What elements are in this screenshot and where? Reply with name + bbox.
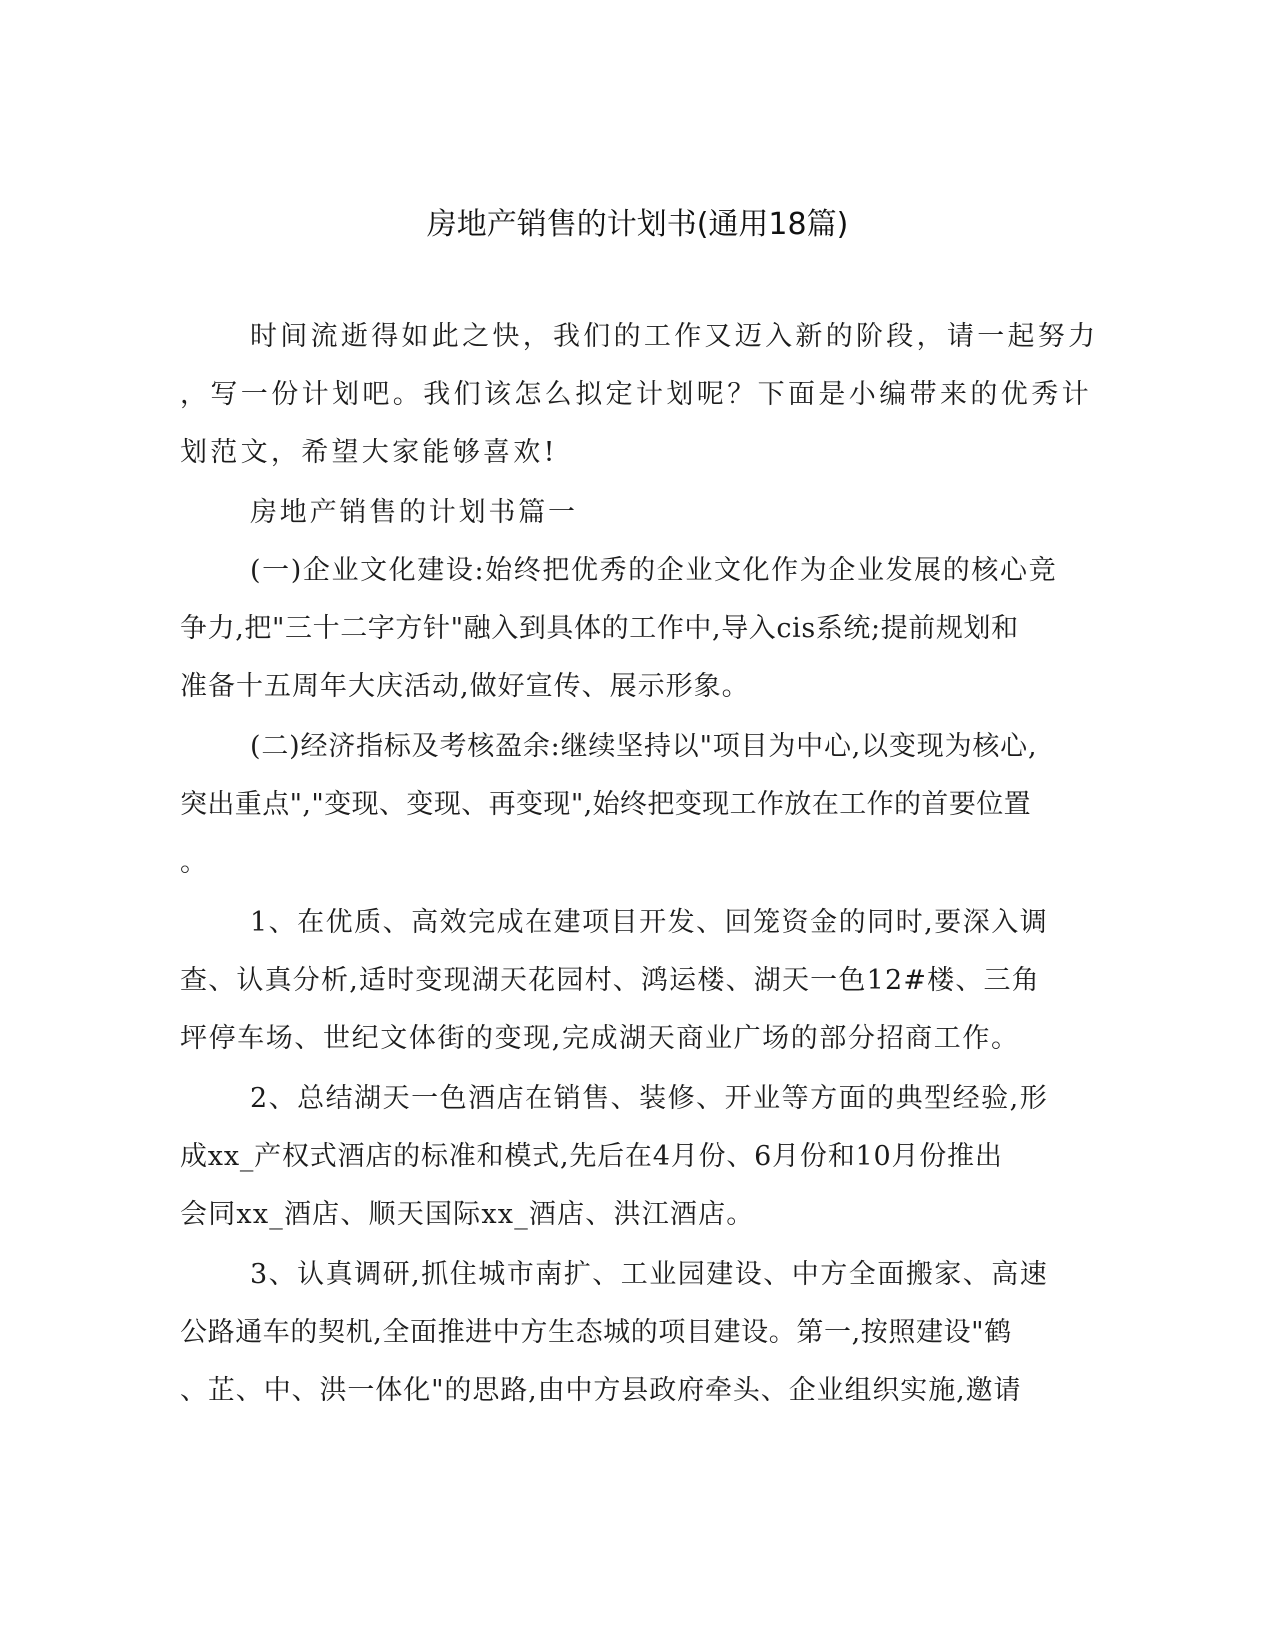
paragraph-line: 3、认真调研,抓住城市南扩、工业园建设、中方全面搬家、高速	[250, 1259, 1049, 1290]
paragraph-line: 1、在优质、高效完成在建项目开发、回笼资金的同时,要深入调	[250, 907, 1049, 938]
paragraph-line: 公路通车的契机,全面推进中方生态城的项目建设。第一,按照建设"鹤	[180, 1317, 1012, 1348]
paragraph-line: 争力,把"三十二字方针"融入到具体的工作中,导入cis系统;提前规划和	[180, 613, 1019, 644]
paragraph-line: 成xx_产权式酒店的标准和模式,先后在4月份、6月份和10月份推出	[180, 1141, 1003, 1172]
paragraph-line: 。	[180, 847, 207, 878]
paragraph-line: 准备十五周年大庆活动,做好宣传、展示形象。	[180, 671, 750, 702]
document-title: 房地产销售的计划书(通用18篇)	[426, 207, 849, 242]
section-heading: 房地产销售的计划书篇一	[250, 497, 578, 528]
paragraph-line: 坪停车场、世纪文体街的变现,完成湖天商业广场的部分招商工作。	[180, 1023, 1020, 1054]
paragraph-line: 时间流逝得如此之快，我们的工作又迈入新的阶段，请一起努力	[250, 321, 1099, 352]
paragraph-line: ，写一份计划吧。我们该怎么拟定计划呢？下面是小编带来的优秀计	[180, 379, 1092, 410]
paragraph-line: 查、认真分析,适时变现湖天花园村、鸿运楼、湖天一色12#楼、三角	[180, 965, 1040, 996]
paragraph-line: 会同xx_酒店、顺天国际xx_酒店、洪江酒店。	[180, 1199, 755, 1230]
paragraph-line: 划范文，希望大家能够喜欢!	[180, 437, 558, 468]
paragraph-line: (二)经济指标及考核盈余:继续坚持以"项目为中心,以变现为核心,	[250, 731, 1038, 762]
paragraph-line: 、芷、中、洪一体化"的思路,由中方县政府牵头、企业组织实施,邀请	[180, 1375, 1022, 1406]
paragraph-line: (一)企业文化建设:始终把优秀的企业文化作为企业发展的核心竞	[250, 555, 1058, 586]
paragraph-line: 突出重点","变现、变现、再变现",始终把变现工作放在工作的首要位置	[180, 789, 1032, 820]
paragraph-line: 2、总结湖天一色酒店在销售、装修、开业等方面的典型经验,形	[250, 1083, 1049, 1114]
